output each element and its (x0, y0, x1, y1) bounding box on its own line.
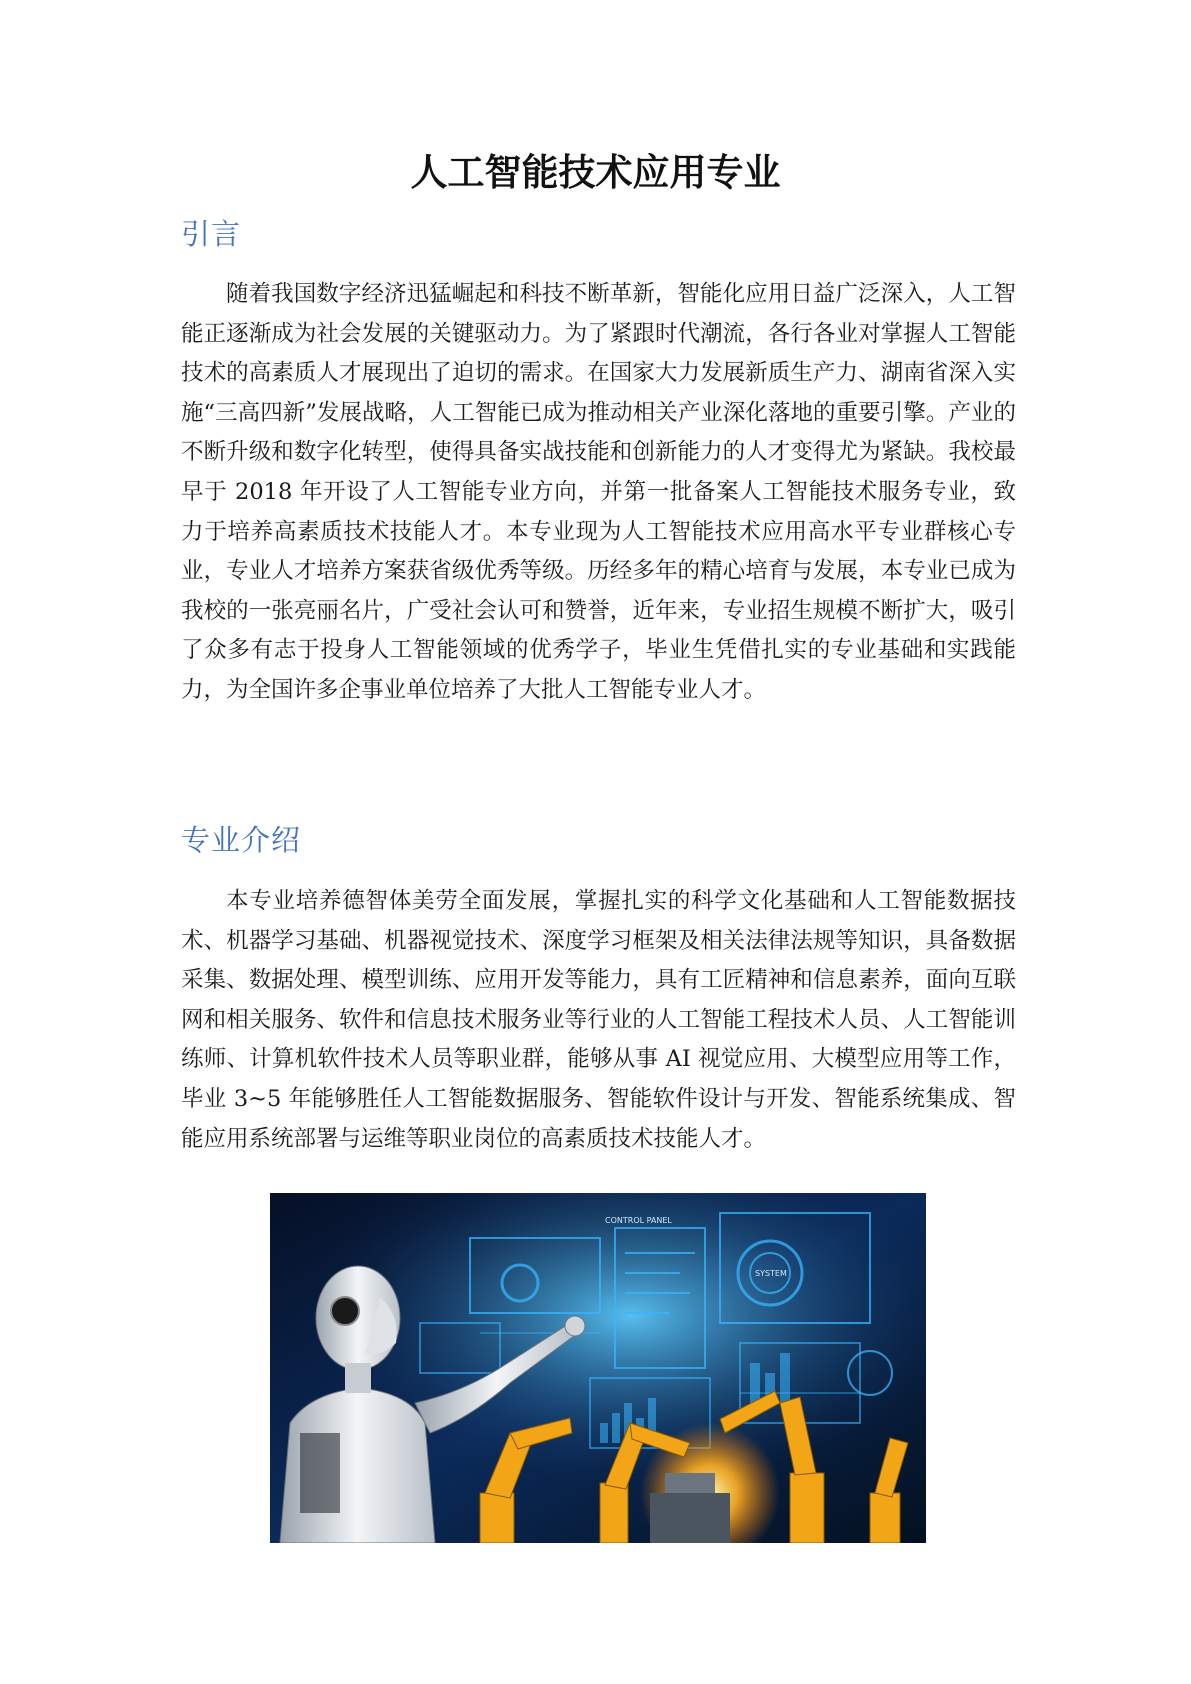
panel-label-system: SYSTEM (755, 1269, 787, 1278)
section-heading-intro: 引言 (181, 217, 242, 251)
document-title: 人工智能技术应用专业 (410, 151, 781, 194)
intro-paragraph: 随着我国数字经济迅猛崛起和科技不断革新，智能化应用日益广泛深入，人工智能正逐渐成为社会发展的关键驱动力。为了紧跟时代潮流，各行各业对掌握人工智能技术的高素质人才展现出了迫切的需求。在国家大力发展新质生产力、湖南省深入实施“三高四新”发展战略，人工智能已成为推动相关产业深化落地的重要引擎。产业的不断升级和数字化转型，使得具备实战技能和创新能力的人才变得尤为紧缺。我校最早于 2018 年开设了人工智能专业方向，并第一批备案人工智能技术服务专业，致力于培养高素质技术技能人才。本专业现为人工智能技术应用高水平专业群核心专业，专业人才培养方案获省级优秀等级。历经多年的精心培育与发展，本专业已成为我校的一张亮丽名片，广受社会认可和赞誉，近年来，专业招生规模不断扩大，吸引了众多有志于投身人工智能领域的优秀学子，毕业生凭借扎实的专业基础和实践能力，为全国许多企事业单位培养了大批人工智能专业人才。 (181, 281, 1016, 703)
ai-robot-illustration (270, 1193, 926, 1543)
major-paragraph: 本专业培养德智体美劳全面发展，掌握扎实的科学文化基础和人工智能数据技术、机器学习基础、机器视觉技术、深度学习框架及相关法律法规等知识，具备数据采集、数据处理、模型训练、应用开发等能力，具有工匠精神和信息素养，面向互联网和相关服务、软件和信息技术服务业等行业的人工智能工程技术人员、人工智能训练师、计算机软件技术人员等职业群，能够从事 AI 视觉应用、大模型应用等工作，毕业 3~5 年能够胜任人工智能数据服务、智能软件设计与开发、智能系统集成、智能应用系统部署与运维等职业岗位的高素质技术技能人才。 (181, 888, 1016, 1152)
panel-label-control: CONTROL PANEL (605, 1216, 672, 1225)
section-heading-major: 专业介绍 (181, 823, 302, 857)
illustration-svg (270, 1193, 926, 1543)
